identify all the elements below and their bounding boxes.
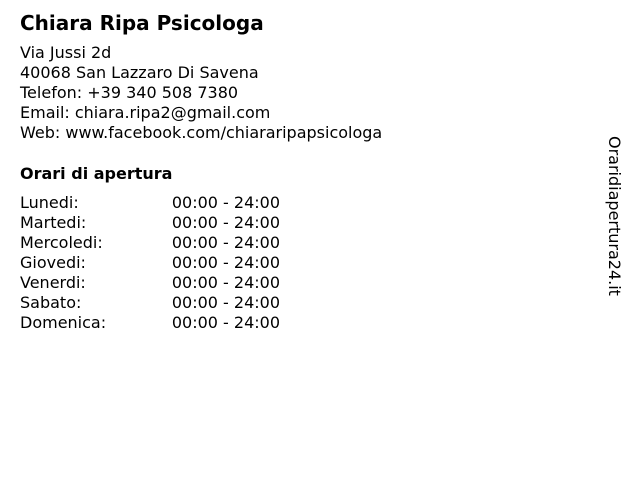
hours-row-saturday bbox=[20, 293, 280, 313]
address-line-2: 40068 San Lazzaro Di Savena bbox=[20, 63, 259, 82]
day-label: Sabato: bbox=[20, 293, 82, 312]
time-range: 00:00 - 24:00 bbox=[171, 273, 280, 292]
day-label: Mercoledi: bbox=[20, 233, 103, 252]
time-range: 00:00 - 24:00 bbox=[171, 213, 280, 232]
time-range: 00:00 - 24:00 bbox=[171, 253, 280, 272]
day-label: Domenica: bbox=[20, 313, 107, 332]
address-line-1: Via Jussi 2d bbox=[20, 43, 112, 62]
email-text: Email: chiara.ripa2@gmail.com bbox=[20, 103, 271, 122]
time-range: 00:00 - 24:00 bbox=[171, 313, 280, 332]
opening-hours-heading: Orari di apertura bbox=[20, 164, 173, 183]
day-label: Venerdi: bbox=[20, 273, 86, 292]
opening-hours-list bbox=[20, 193, 280, 333]
business-name: Chiara Ripa Psicologa bbox=[20, 11, 264, 35]
hours-row-thursday bbox=[20, 253, 280, 273]
hours-row-tuesday bbox=[20, 213, 280, 233]
day-label: Martedi: bbox=[20, 213, 87, 232]
contact-info bbox=[20, 43, 382, 143]
time-range: 00:00 - 24:00 bbox=[171, 193, 280, 212]
site-watermark: Oraridiapertura24.it bbox=[605, 136, 624, 296]
hours-row-monday bbox=[20, 193, 280, 213]
web-text: Web: www.facebook.com/chiararipapsicologa bbox=[20, 123, 383, 142]
hours-row-wednesday bbox=[20, 233, 280, 253]
phone-text: Telefon: +39 340 508 7380 bbox=[20, 83, 239, 102]
day-label: Lunedi: bbox=[20, 193, 79, 212]
hours-row-friday bbox=[20, 273, 280, 293]
day-label: Giovedi: bbox=[20, 253, 86, 272]
hours-row-sunday bbox=[20, 313, 280, 333]
time-range: 00:00 - 24:00 bbox=[171, 233, 280, 252]
time-range: 00:00 - 24:00 bbox=[171, 293, 280, 312]
